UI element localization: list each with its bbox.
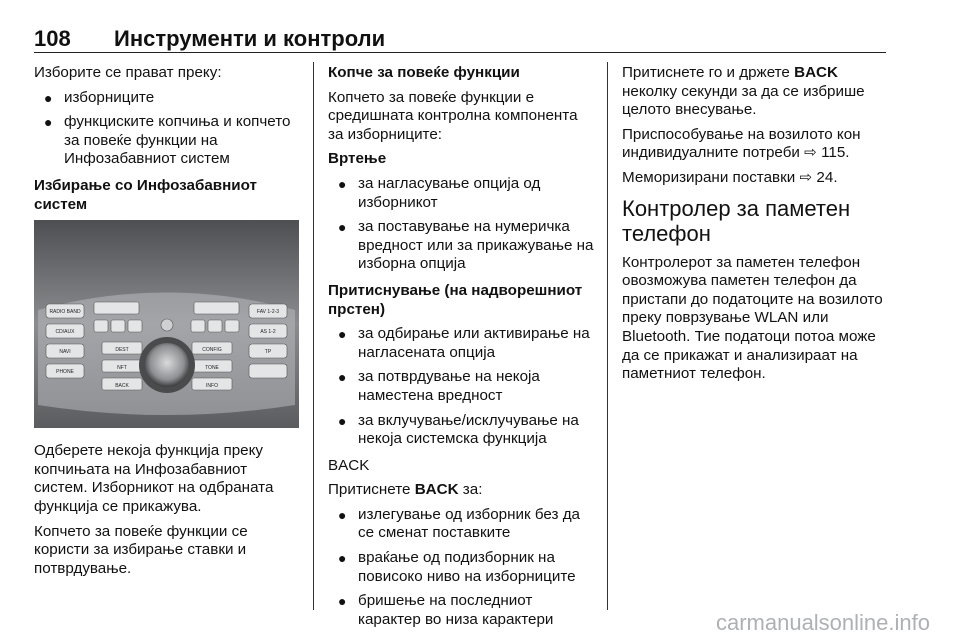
bullet-icon: ● — [338, 506, 347, 523]
panel-label: BACK — [115, 383, 129, 390]
subheading: Притиснување (на надворешниот прстен) — [328, 281, 583, 318]
column-2 — [328, 64, 596, 637]
bullet-icon: ● — [338, 412, 347, 429]
paragraph: Копчето за повеќе функции се користи за избирање ставки и потврдување. — [34, 522, 248, 577]
subheading: BACK — [328, 456, 370, 474]
section-heading: Избирање со Инфозабавниот систем — [34, 176, 257, 213]
bullet-icon: ● — [338, 175, 347, 192]
list-item: ● функциските копчиња и копчето за повеќе функции на Инфозабавниот систем — [44, 113, 291, 168]
bullet-list — [34, 89, 299, 169]
page-ref-arrow-icon: ⇨ — [804, 144, 817, 162]
list-item: ● враќање од подизборник на повисоко ниво на изборниците — [338, 549, 576, 585]
paragraph: Приспособување на возилото кон индивидуалните потреби ⇨ 115. — [622, 125, 861, 162]
bullet-icon: ● — [338, 369, 347, 386]
panel-label: CD/AUX — [55, 329, 75, 336]
page-number: 108 — [34, 26, 71, 51]
panel-label: NAVI — [59, 349, 71, 356]
page-title: Инструменти и контроли — [114, 26, 386, 51]
page-ref-arrow-icon: ⇨ — [799, 168, 813, 186]
paragraph: Одберете некоја функција преку копчињата на Инфозабавниот систем. Изборникот на одбраната функција се прикажува. — [34, 442, 274, 515]
list-item: ● за потврдување на некоја наместена вредност — [338, 368, 540, 404]
page-ref-link[interactable]: 24. — [816, 168, 838, 186]
list-item: ● бришење на последниот карактер во низа карактери — [338, 592, 554, 628]
column-1 — [34, 64, 299, 584]
paragraph: Меморизирани поставки ⇨ 24. — [622, 168, 838, 186]
panel-label: NFT — [117, 365, 127, 372]
panel-label: TONE — [205, 365, 219, 372]
subheading: Вртење — [328, 150, 387, 168]
bullet-icon: ● — [338, 219, 347, 236]
panel-label: FAV 1-2-3 — [256, 309, 280, 316]
paragraph: Копчето за повеќе функции е средишната контролна компонента за изборниците: — [328, 88, 578, 143]
bullet-icon: ● — [338, 326, 347, 343]
bullet-icon: ● — [338, 550, 347, 567]
panel-label: TP — [264, 349, 272, 356]
bullet-icon: ● — [338, 593, 347, 610]
page-ref-link[interactable]: 115. — [821, 144, 850, 162]
watermark: carmanualsonline.info — [715, 610, 930, 635]
panel-label: RADIO BAND — [49, 309, 81, 316]
panel-label: PHONE — [56, 369, 74, 376]
bullet-icon: ● — [44, 114, 53, 131]
bullet-list — [328, 506, 596, 630]
paragraph: Притиснете BACK за: — [328, 481, 483, 499]
column-3 — [622, 64, 890, 390]
infotainment-panel-photo — [34, 220, 299, 428]
section-heading: Контролер за паметен телефон — [622, 195, 851, 246]
list-item: ● изборниците — [44, 88, 155, 106]
column-divider — [607, 62, 608, 610]
paragraph: Контролерот за паметен телефон овозможува паметен телефон да пристапи до податоците на возилото преку поврзување WLAN или Bluetooth. Тие податоци потоа може да се прикажат и анализираат на паметниот телефон. — [622, 253, 883, 383]
panel-label: DEST — [115, 347, 129, 354]
page-header — [34, 14, 886, 53]
bullet-list — [328, 325, 596, 449]
bullet-icon: ● — [44, 89, 53, 106]
list-item: ● за поставување на нумеричка вредност или за прикажување на изборна опција — [338, 218, 594, 273]
panel-label: INFO — [206, 383, 218, 390]
section-heading: Копче за повеќе функции — [328, 64, 520, 81]
bullet-list — [328, 175, 596, 274]
list-item: ● за нагласување опција од изборникот — [338, 174, 541, 211]
column-divider — [313, 62, 314, 610]
panel-label: AS 1-2 — [260, 329, 276, 336]
list-item: ● за вклучување/исклучување на некоја системска функција — [338, 411, 579, 448]
list-item: ● излегување од изборник без да се сменат поставките — [338, 505, 580, 542]
intro-text: Изборите се прават преку: — [34, 64, 222, 81]
list-item: ● за одбирање или активирање на нагласената опција — [338, 325, 590, 361]
paragraph: Притиснете го и држете BACK неколку секунди за да се избрише целото внесување. — [622, 64, 865, 119]
panel-label: CONFIG — [202, 347, 222, 354]
